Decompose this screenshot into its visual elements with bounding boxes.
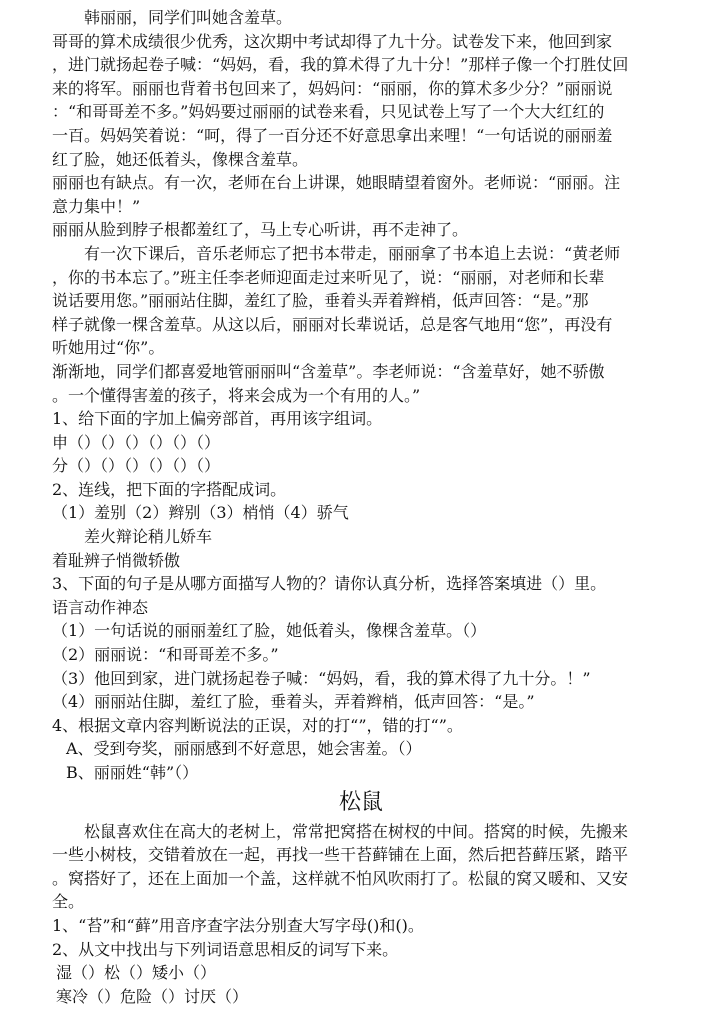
section-title: 松鼠 [338, 789, 383, 815]
story-paragraph-line: ：“和哥哥差不多。”妈妈要过丽丽的试卷来看，只见试卷上写了一个大大红红的 [52, 102, 605, 122]
question-item: 分（）（）（）（）（）（） [52, 456, 221, 476]
story-paragraph-line: 哥哥的算术成绩很少优秀，这次期中考试却得了九十分。试卷发下来，他回到家 [52, 31, 613, 51]
story-paragraph-line: 。一个懂得害羞的孩子，将来会成为一个有用的人。” [52, 385, 421, 405]
question-item: 申（）（）（）（）（）（） [52, 432, 221, 452]
story-paragraph-line: 意力集中！” [52, 196, 141, 216]
question-item: 语言动作神态 [52, 597, 149, 617]
story-paragraph-line: 全。 [52, 892, 85, 912]
story-paragraph-line: 一些小树枝，交错着放在一起，再找一些干苔藓铺在上面，然后把苔藓压紧，踏平 [52, 845, 629, 865]
question-item: 寒冷（）危险（）讨厌（） [56, 986, 249, 1006]
story-paragraph-line: 样子就像一棵含羞草。从这以后，丽丽对长辈说话，总是客气地用“您”，再没有 [52, 314, 613, 334]
question-item: （3）他回到家，进门就扬起卷子喊：“妈妈，看，我的算术得了九十分。！” [52, 668, 591, 688]
question-item: （2）丽丽说：“和哥哥差不多。” [52, 645, 279, 665]
question-item: （4）丽丽站住脚，羞红了脸，垂着头，弄着辫梢，低声回答：“是。” [52, 692, 535, 712]
story-paragraph-line: 韩丽丽，同学们叫她含羞草。 [84, 8, 293, 27]
question-item: （1）羞别（2）辫别（3）梢悄（4）骄气 [52, 503, 349, 523]
story-paragraph-line: 。窝搭好了，还在上面加一个盖，这样就不怕风吹雨打了。松鼠的窝又暖和、又安 [52, 868, 629, 888]
story-paragraph-line: 听她用过“你”。 [52, 338, 165, 358]
document-page [52, 6, 670, 1008]
story-paragraph-line: 说话要用您。”丽丽站住脚，羞红了脸，垂着头弄着辫梢，低声回答：“是。”那 [52, 291, 589, 311]
question-heading: 4、根据文章内容判断说法的正误，对的打“”，错的打“”。 [52, 715, 463, 735]
story-paragraph-line: ，进门就扬起卷子喊：“妈妈，看，我的算术得了九十分！”那样子像一个打胜仗回 [52, 55, 629, 75]
story-paragraph-line: 来的将军。丽丽也背着书包回来了，妈妈问：“丽丽，你的算术多少分？”丽丽说 [52, 78, 613, 98]
story-paragraph-line: 一百。妈妈笑着说：“呵，得了一百分还不好意思拿出来哩！“一句话说的丽丽羞 [52, 125, 613, 145]
story-paragraph-line: 丽丽从脸到脖子根都羞红了，马上专心听讲，再不走神了。 [52, 220, 469, 240]
question-heading: 3、下面的句子是从哪方面描写人物的？请你认真分析，选择答案填进（）里。 [52, 574, 607, 594]
question-item: A、受到夸奖，丽丽感到不好意思，她会害羞。（） [66, 739, 422, 759]
story-paragraph-line: 红了脸，她还低着头，像棵含羞草。 [52, 149, 309, 169]
question-heading: 2、连线，把下面的字搭配成词。 [52, 479, 287, 499]
question-heading: 1、“苔”和“藓”用音序查字法分别查大写字母()和()。 [52, 915, 424, 935]
story-paragraph-line: 有一次下课后，音乐老师忘了把书本带走，丽丽拿了书本追上去说：“黄老师 [84, 243, 621, 263]
question-item: 着耻辨子悄微轿傲 [52, 550, 181, 570]
story-paragraph-line: ，你的书本忘了。”班主任李老师迎面走过来听见了，说：“丽丽，对老师和长辈 [52, 267, 605, 287]
question-item: 湿（）松（）矮小（） [56, 963, 217, 983]
question-heading: 1、给下面的字加上偏旁部首，再用该字组词。 [52, 409, 383, 429]
question-item: B、丽丽姓“韩”（） [66, 763, 199, 782]
story-paragraph-line: 丽丽也有缺点。有一次，老师在台上讲课，她眼睛望着窗外。老师说：“丽丽。注 [52, 173, 621, 193]
story-paragraph-line: 渐渐地，同学们都喜爱地管丽丽叫“含羞草”。李老师说：“含羞草好，她不骄傲 [52, 361, 605, 381]
question-heading: 2、从文中找出与下列词语意思相反的词写下来。 [52, 939, 399, 959]
question-item: （1）一句话说的丽丽羞红了脸，她低着头，像棵含羞草。（） [52, 621, 487, 641]
story-paragraph-line: 松鼠喜欢住在高大的老树上，常常把窝搭在树杈的中间。搭窝的时候，先搬来 [84, 821, 629, 841]
question-item: 差火辩论稍儿娇车 [84, 527, 213, 547]
